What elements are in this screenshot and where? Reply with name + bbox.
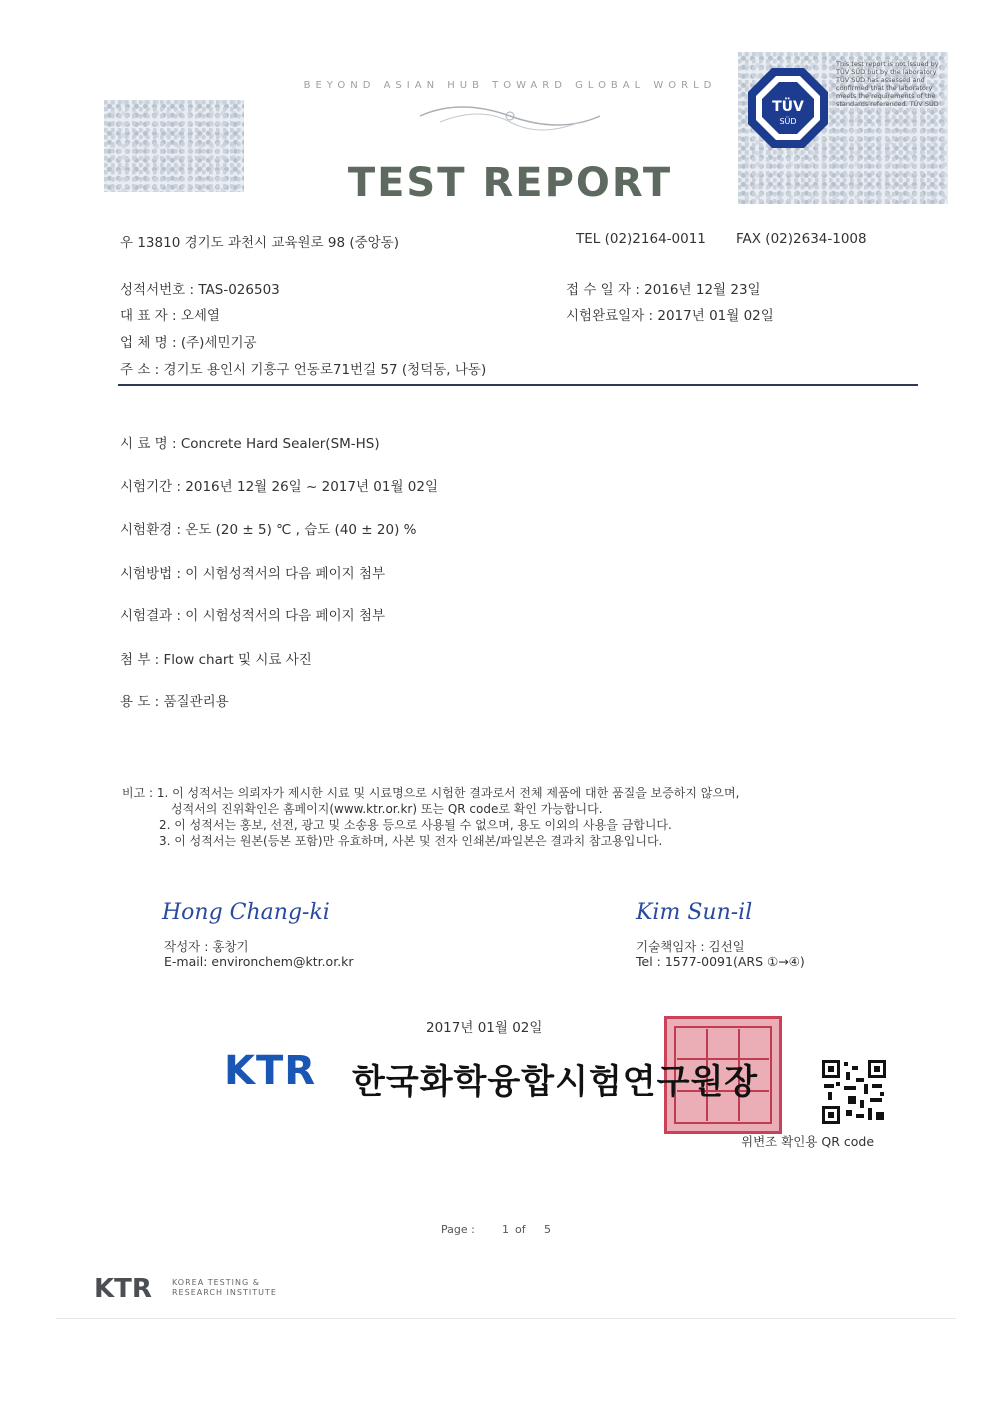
company-name: 업 체 명 : (주)세민기공	[120, 335, 257, 351]
footer-ktr-logo: KTR	[94, 1274, 152, 1304]
qr-caption: 위변조 확인용 QR code	[741, 1134, 875, 1149]
svg-text:SÜD: SÜD	[779, 117, 797, 126]
lab-fax: FAX (02)2634-1008	[736, 231, 867, 247]
footer-divider	[56, 1318, 956, 1319]
page-current: 1	[502, 1223, 509, 1236]
tuv-sud-logo	[746, 66, 830, 150]
ornament-swirl	[410, 96, 610, 136]
purpose: 용 도 : 품질관리용	[120, 694, 229, 710]
lab-tel: TEL (02)2164-0011	[576, 231, 706, 247]
slogan: BEYOND ASIAN HUB TOWARD GLOBAL WORLD	[303, 80, 717, 91]
author-name: 작성자 : 홍창기	[164, 939, 249, 954]
svg-text:TÜV: TÜV	[772, 99, 804, 115]
test-period: 시험기간 : 2016년 12월 26일 ~ 2017년 01월 02일	[120, 479, 439, 495]
footer-line-1: KOREA TESTING &	[172, 1278, 260, 1287]
manager-signature: Kim Sun-il	[636, 900, 753, 925]
received-date: 접 수 일 자 : 2016년 12월 23일	[566, 282, 761, 298]
sample-name: 시 료 명 : Concrete Hard Sealer(SM-HS)	[120, 436, 380, 452]
page-of: of	[515, 1223, 526, 1236]
certification-text: This test report is not issued by TÜV SÜD but by the laboratory TÜV SÜD has assessed and confirmed that the laboratory meets the requirements of the standards referenced. TÜV SÜD	[836, 60, 939, 108]
note-2: 2. 이 성적서는 홍보, 선전, 광고 및 소송용 등으로 사용될 수 없으며, 용도 이외의 사용을 금합니다.	[159, 818, 672, 832]
lab-address: 우 13810 경기도 과천시 교육원로 98 (중앙동)	[120, 235, 399, 251]
company-address: 주 소 : 경기도 용인시 기흥구 언동로71번길 57 (청덕동, 나동)	[120, 362, 487, 378]
representative: 대 표 자 : 오세열	[120, 308, 220, 324]
qr-code	[820, 1058, 888, 1126]
issue-date: 2017년 01월 02일	[426, 1020, 543, 1036]
report-title: TEST REPORT	[347, 160, 673, 206]
footer-line-2: RESEARCH INSTITUTE	[172, 1288, 277, 1297]
completed-date: 시험완료일자 : 2017년 01월 02일	[566, 308, 774, 324]
manager-tel: Tel : 1577-0091(ARS ①→④)	[636, 954, 805, 969]
ktr-logo: KTR	[224, 1048, 317, 1094]
attachment: 첨 부 : Flow chart 및 시료 사진	[120, 652, 312, 668]
page-total: 5	[544, 1223, 551, 1236]
note-3: 3. 이 성적서는 원본(등본 포함)만 유효하며, 사본 및 전자 인쇄본/파일본은 결과치 참고용입니다.	[159, 834, 663, 848]
report-number: 성적서번호 : TAS-026503	[120, 282, 280, 298]
note-1-cont: 성적서의 진위확인은 홈페이지(www.ktr.or.kr) 또는 QR code로 확인 가능합니다.	[171, 802, 603, 816]
hologram-left	[104, 100, 244, 192]
test-method: 시험방법 : 이 시험성적서의 다음 페이지 첨부	[120, 566, 386, 582]
page-label: Page :	[441, 1223, 475, 1236]
institute-name: 한국화학융합시험연구원장	[352, 1062, 759, 1102]
manager-name: 기술책임자 : 김선일	[636, 939, 745, 954]
footer-institute	[172, 1278, 277, 1298]
author-email: E-mail: environchem@ktr.or.kr	[164, 954, 354, 969]
divider	[118, 384, 918, 386]
test-result: 시험결과 : 이 시험성적서의 다음 페이지 첨부	[120, 608, 386, 624]
test-environment: 시험환경 : 온도 (20 ± 5) ℃ , 습도 (40 ± 20) %	[120, 522, 417, 538]
author-signature: Hong Chang-ki	[162, 900, 330, 925]
note-1: 비고 : 1. 이 성적서는 의뢰자가 제시한 시료 및 시료명으로 시험한 결과로서 전체 제품에 대한 품질을 보증하지 않으며,	[122, 786, 740, 800]
